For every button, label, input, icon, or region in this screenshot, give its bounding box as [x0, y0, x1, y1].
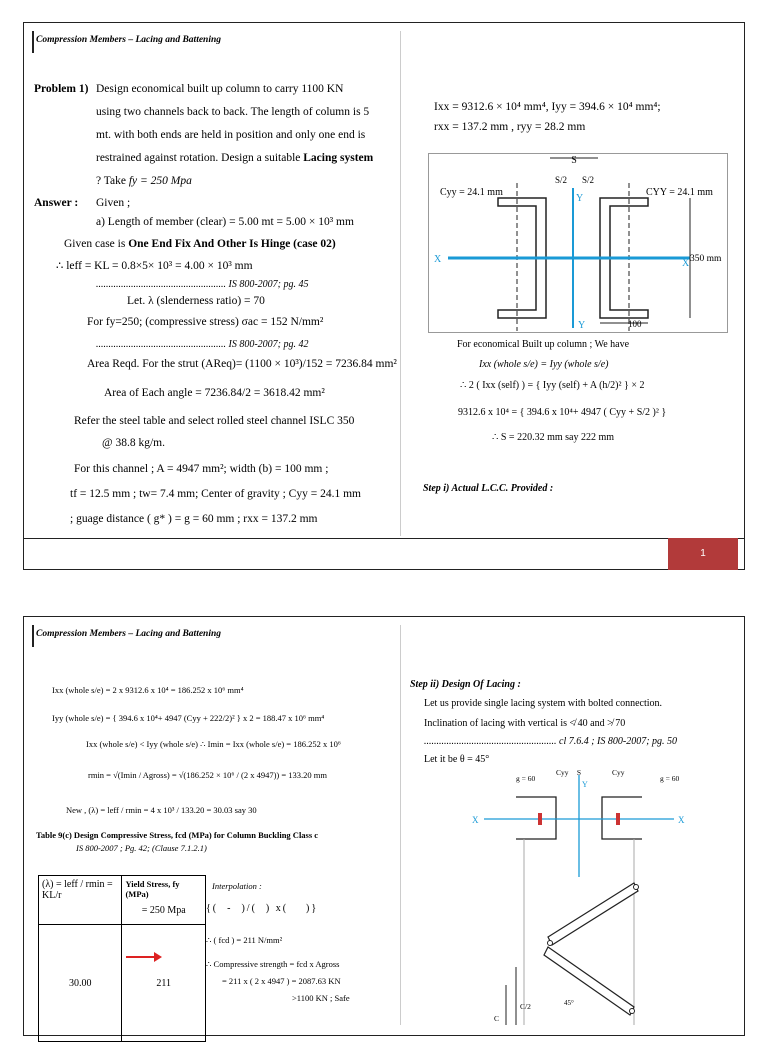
table-header-lambda: (λ) = leff / rmin = KL/r	[39, 876, 122, 925]
lacing-bar	[548, 883, 638, 945]
bolt-mark	[630, 1009, 635, 1014]
compressive-strength-3: >1100 KN ; Safe	[292, 993, 350, 1003]
step-2-heading: Step ii) Design Of Lacing :	[410, 679, 521, 690]
lacing-bar	[544, 947, 634, 1015]
cyy-left-label: Cyy = 24.1 mm	[440, 187, 503, 198]
answer-leff: ∴ leff = KL = 0.8×5× 10³ = 4.00 × 10³ mm	[56, 260, 253, 272]
answer-fac: For fy=250; (compressive stress) σac = 152 N/mm²	[87, 316, 324, 328]
y-label-top: Y	[576, 193, 584, 204]
header-bar	[32, 625, 34, 647]
c2-label: C/2	[520, 1002, 531, 1011]
problem-label: Problem 1)	[34, 83, 89, 95]
answer-props-3: ; guage distance ( g* ) = g = 60 mm ; rxx = 137.2 mm	[70, 513, 318, 525]
econ-line-2: Ixx (whole s/e) = Iyy (whole s/e)	[479, 359, 609, 370]
answer-length: a) Length of member (clear) = 5.00 mt = 5.00 × 10³ mm	[96, 216, 354, 228]
right-channel	[602, 797, 642, 839]
s-half-left: S/2	[554, 175, 568, 185]
compressive-strength-2: = 211 x ( 2 x 4947 ) = 2087.63 KN	[222, 976, 341, 986]
bolt-mark	[548, 941, 553, 946]
lacing-figure	[464, 767, 704, 1025]
problem-line-2: using two channels back to back. The length of column is 5	[96, 106, 370, 118]
answer-given: Given ;	[96, 197, 131, 209]
rmin-line: rmin = √(Imin / Agross) = √(186.252 × 10⁶ / (2 x 4947)) = 133.20 mm	[88, 770, 327, 780]
red-arrow	[124, 951, 164, 963]
table-header-row	[39, 876, 206, 925]
econ-line-4: 9312.6 x 10⁴ = { 394.6 x 10⁴+ 4947 ( Cyy + S/2 )² }	[458, 407, 667, 418]
econ-line-1: For economical Built up column ; We have	[457, 339, 630, 350]
interpolation-formula: {( - )/( ) x( )}	[206, 903, 319, 914]
lacing-reference: ..................................................... cl 7.6.4 ; IS 800-2007; pg. 50	[424, 736, 678, 747]
footer-rule	[24, 538, 744, 539]
econ-line-3: ∴ 2 ( Ixx (self) ) = { Iyy (self) + A (h/2)² } × 2	[460, 380, 645, 391]
column-divider	[400, 31, 401, 536]
header-bar	[32, 31, 34, 53]
stress-table	[38, 875, 206, 1042]
answer-refer-2: @ 38.8 kg/m.	[102, 437, 165, 449]
page-header: Compression Members – Lacing and Battening	[36, 35, 222, 45]
lacing-para-1: Let us provide single lacing system with bolted connection.	[424, 698, 663, 709]
problem-line-4: restrained against rotation. Design a suitable Lacing system	[96, 152, 374, 164]
ixx-whole: Ixx (whole s/e) = 2 x 9312.6 x 10⁴ = 186.252 x 10⁶ mm⁴	[52, 685, 244, 695]
reference-2: .................................................... IS 800-2007; pg. 42	[96, 339, 309, 350]
cyy-1-label: Cyy	[556, 768, 569, 777]
inertia-compare: Ixx (whole s/e) < Iyy (whole s/e) ∴ Imin = Ixx (whole s/e) = 186.252 x 10⁶	[86, 739, 341, 749]
answer-props-1: For this channel ; A = 4947 mm²; width (b) = 100 mm ;	[74, 463, 329, 475]
page-header: Compression Members – Lacing and Battening	[36, 629, 222, 639]
problem-line-1: Design economical built up column to carry 1100 KN	[96, 83, 344, 95]
s-label: S	[571, 155, 577, 166]
cyy-2-label: Cyy	[612, 768, 625, 777]
x-label-left: X	[434, 254, 442, 265]
page-number: 1	[668, 538, 738, 570]
step-1-heading: Step i) Actual L.C.C. Provided :	[423, 483, 554, 494]
angle-label: 45°	[564, 999, 574, 1007]
bolt-mark	[616, 813, 620, 825]
answer-case: Given case is One End Fix And Other Is Hinge (case 02)	[64, 238, 336, 250]
figure-frame	[429, 154, 728, 333]
lacing-theta: Let it be θ = 45°	[424, 754, 490, 765]
g-left-label: g = 60	[516, 774, 536, 783]
x-label-left: X	[472, 815, 479, 825]
fy-header-value: = 250 Mpa	[141, 905, 186, 916]
answer-lambda: Let. λ (slenderness ratio) = 70	[127, 295, 265, 307]
section-props-1: Ixx = 9312.6 × 10⁴ mm⁴, Iyy = 394.6 × 10⁴ mm⁴;	[434, 101, 661, 113]
fy-header-label: Yield Stress, fy (MPa)	[125, 879, 180, 899]
height-label: 350 mm	[690, 254, 722, 264]
bolt-mark	[538, 813, 542, 825]
c-label: C	[494, 1014, 500, 1023]
channel-section-figure	[428, 153, 728, 333]
new-lambda: New , (λ) = leff / rmin = 4 x 10³ / 133.20 = 30.03 say 30	[66, 805, 257, 815]
left-channel	[516, 797, 556, 839]
bolt-mark	[634, 885, 639, 890]
econ-line-5: ∴ S = 220.32 mm say 222 mm	[492, 432, 615, 443]
s-label: S	[576, 768, 582, 777]
table-reference: IS 800-2007 ; Pg. 42; (Clause 7.1.2.1)	[76, 843, 207, 853]
y-label-bottom: Y	[578, 320, 586, 331]
cyy-right-label: CYY = 24.1 mm	[646, 187, 713, 198]
x-label-right: X	[678, 815, 685, 825]
answer-label: Answer :	[34, 197, 79, 209]
interpolation-label: Interpolation :	[212, 881, 262, 891]
answer-refer-1: Refer the steel table and select rolled steel channel ISLC 350	[74, 415, 355, 427]
document-page-1	[23, 22, 745, 570]
table-title: Table 9(c) Design Compressive Stress, fcd (MPa) for Column Buckling Class c	[36, 830, 319, 840]
document-page-2	[23, 616, 745, 1036]
answer-props-2: tf = 12.5 mm ; tw= 7.4 mm; Center of gravity ; Cyy = 24.1 mm	[70, 488, 361, 500]
section-props-2: rxx = 137.2 mm , ryy = 28.2 mm	[434, 121, 586, 133]
column-divider	[400, 625, 401, 1025]
problem-line-5: ? Take fy = 250 Mpa	[96, 175, 192, 187]
table-header-fy	[122, 876, 206, 925]
reference-1: .................................................... IS 800-2007; pg. 45	[96, 279, 309, 290]
g-right-label: g = 60	[660, 774, 680, 783]
answer-area-angle: Area of Each angle = 7236.84/2 = 3618.42 mm²	[104, 387, 325, 399]
y-label: Y	[582, 780, 588, 789]
x-label-right: X	[682, 258, 690, 269]
compressive-strength-1: ∴ Compressive strength = fcd x Agross	[206, 959, 340, 969]
s-half-right: S/2	[581, 175, 595, 185]
answer-area-req: Area Reqd. For the strut (AReq)= (1100 × 10³)/152 = 7236.84 mm²	[87, 358, 397, 370]
fcd-result: ∴ ( fcd ) = 211 N/mm²	[206, 935, 283, 945]
lacing-para-2: Inclination of lacing with vertical is ≮ 40 and ≯ 70	[424, 718, 626, 729]
problem-line-3: mt. with both ends are held in position and only one end is	[96, 129, 366, 141]
iyy-whole: Iyy (whole s/e) = { 394.6 x 10⁴+ 4947 (Cyy + 222/2)² } x 2 = 188.47 x 10⁶ mm⁴	[52, 713, 325, 723]
table-cell-fcd: 211	[122, 925, 206, 1042]
width-label: 100	[628, 319, 642, 329]
table-cell-lambda: 30.00	[39, 925, 122, 1042]
